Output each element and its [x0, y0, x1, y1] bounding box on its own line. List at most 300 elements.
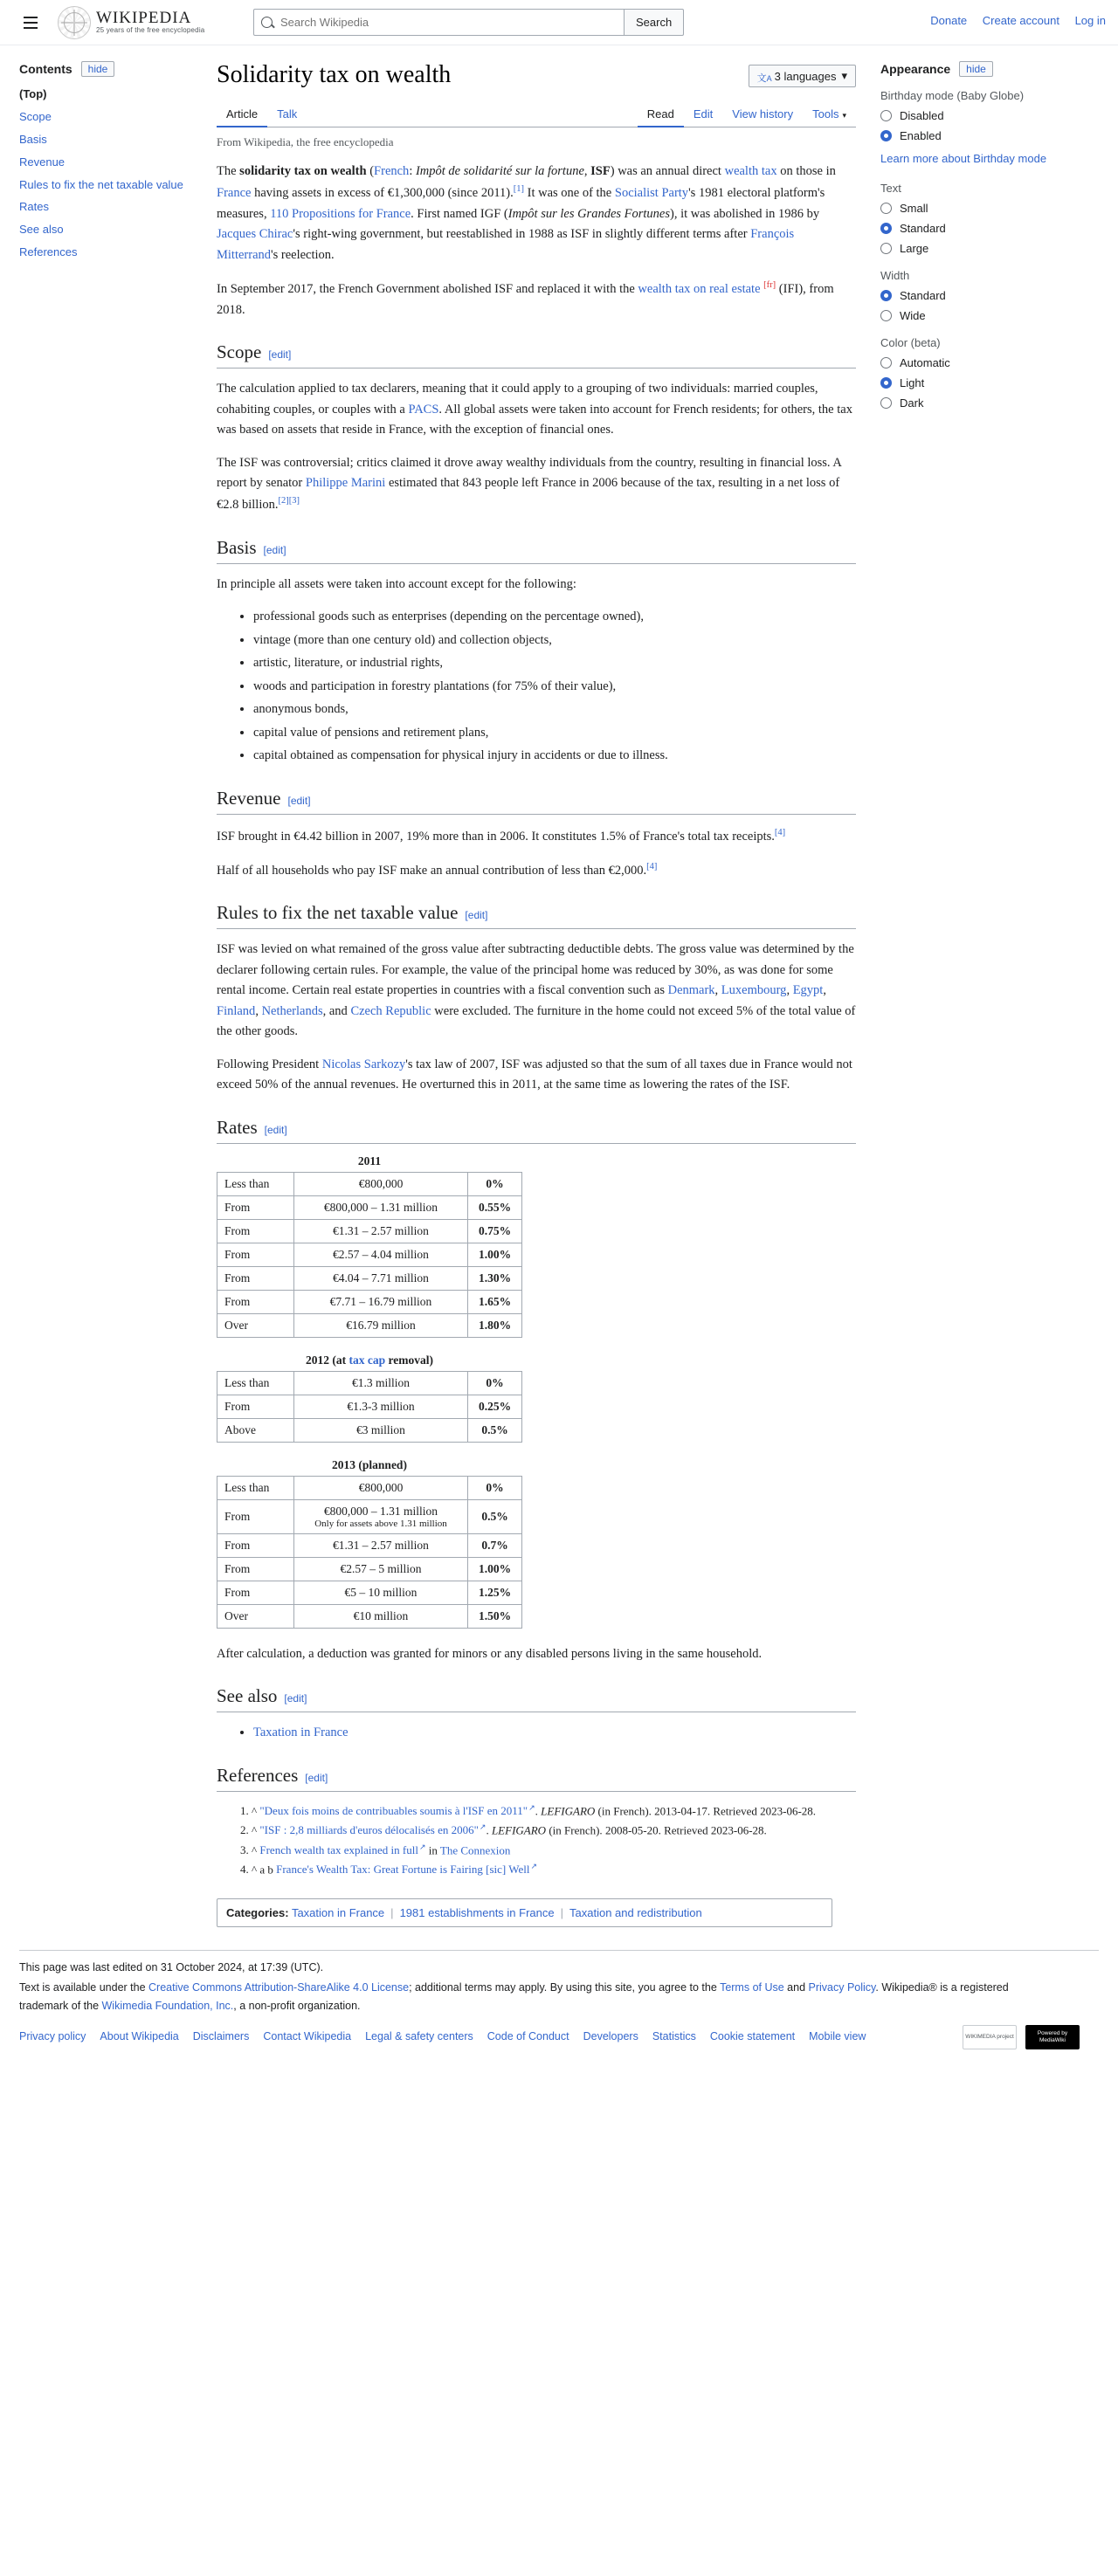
rates-table-2013-caption: 2013 (planned) [332, 1457, 407, 1471]
rates-table-2011 [217, 1172, 522, 1338]
option-color-light[interactable] [880, 376, 1078, 389]
rates-table-2012-caption [217, 1353, 522, 1367]
cell-bound: From [217, 1557, 294, 1581]
text: The calculation applied to tax declarers, meaning that it could apply to a grouping of two individuals: married couples, cohabiting couples, or couples with a [217, 382, 818, 417]
legal-text: and [783, 1980, 809, 1994]
link-nicolas-sarkozy[interactable]: Nicolas Sarkozy [321, 1057, 406, 1071]
rates-table-2011-wrap [217, 1154, 856, 1338]
link-taxation-in-france[interactable]: Taxation in France [253, 1725, 349, 1740]
lead-paragraph-1 [217, 162, 856, 265]
table-row [217, 1533, 522, 1557]
wikimedia-foundation-link[interactable]: Wikimedia Foundation, Inc. [101, 1999, 234, 2012]
cell-range: €1.31 – 2.57 million [294, 1533, 468, 1557]
revenue-paragraph-1 [217, 825, 856, 847]
footer-badges [963, 2025, 1080, 2049]
link-philippe-marini[interactable]: Philippe Marini [305, 475, 386, 490]
appearance-hide-button[interactable]: hide [959, 61, 993, 77]
text: ISF was levied on what remained of the gross value after subtracting deductible debts. The gross value was determined by the declarer following certain rules. For example, the value of the principal home was reduced by 30%, as was done for some rental income. Certain real estate properties in countries with a fiscal convention such as [217, 942, 854, 998]
cell-range: €16.79 million [294, 1313, 468, 1337]
ref-retrieved: Retrieved 2023-06-28. [710, 1803, 817, 1817]
categories-label-text: Categories [226, 1905, 286, 1919]
list-item: • vintage (more than one century old) and collection objects, [253, 630, 856, 651]
edit-section-see-also[interactable]: [edit] [284, 1692, 307, 1705]
categories-label: Categories: [226, 1905, 289, 1919]
category-link-taxation-redistribution[interactable]: Taxation and redistribution [569, 1905, 702, 1919]
caption-text: 2012 (at [306, 1353, 349, 1367]
list-item: • anonymous bonds, [253, 699, 856, 720]
create-account-link[interactable]: Create account [982, 14, 1059, 27]
footer-links [19, 2028, 1099, 2046]
legal-text: ; additional terms may apply. By using this site, you agree to the [409, 1980, 721, 1994]
ref-link-fr[interactable]: [fr] [763, 280, 776, 291]
radio-icon[interactable] [880, 357, 892, 368]
cell-rate: 0.5% [468, 1499, 522, 1533]
caption-text: removal) [385, 1353, 433, 1367]
option-label: Wide [900, 308, 926, 322]
section-heading-references [217, 1765, 856, 1792]
cell-rate: 0% [468, 1172, 522, 1195]
heading-text: Rules to fix the net taxable value [217, 902, 459, 924]
lead-bold-isf: ISF [590, 164, 611, 178]
edit-link[interactable]: edit [286, 1692, 305, 1705]
cell-range: €800,000 [294, 1476, 468, 1499]
footer-link-mobile-view[interactable]: Mobile view [809, 2030, 866, 2043]
lead-text: : [409, 164, 416, 178]
ref-backlink[interactable]: ^ [252, 1803, 258, 1817]
toc-item-top[interactable]: (Top) [19, 87, 47, 100]
option-label: Enabled [900, 129, 942, 142]
appearance-title: Appearance [880, 62, 951, 76]
link-finland[interactable]: Finland [217, 1003, 256, 1018]
text: Half of all households who pay ISF make an annual contribution of less than €2,000. [217, 863, 647, 878]
edit-section-rates[interactable]: [edit] [264, 1123, 287, 1136]
radio-icon-selected[interactable] [880, 223, 892, 234]
table-row [217, 1395, 522, 1418]
option-birthday-disabled[interactable] [880, 109, 1078, 122]
footer-link-statistics[interactable]: Statistics [652, 2030, 696, 2043]
toc-item-basis[interactable] [19, 133, 189, 148]
option-label: Automatic [900, 355, 950, 369]
text: . All global assets were taken into account for French residents; for others, the tax was based on assets that reside in France, with the exception of financial ones. [217, 402, 852, 437]
edit-section-rules[interactable]: [edit] [465, 909, 488, 922]
lead-bold-title: solidarity tax on wealth [239, 164, 367, 178]
radio-icon-selected[interactable] [880, 130, 892, 141]
toc-link-revenue[interactable]: Revenue [19, 155, 66, 169]
text: , and [322, 1003, 351, 1018]
contents-title: Contents [19, 62, 72, 76]
edit-link[interactable]: edit [307, 1771, 325, 1784]
wikipedia-tagline: 25 years of the free encyclopedia [96, 26, 205, 35]
table-row [217, 1266, 522, 1290]
edit-section-references[interactable]: [edit] [305, 1771, 328, 1784]
table-row [217, 1290, 522, 1313]
language-icon: 文A [756, 73, 772, 84]
cell-rate: 0% [468, 1476, 522, 1499]
ref-marker-4[interactable] [775, 828, 785, 837]
option-width-standard[interactable] [880, 289, 1078, 302]
option-label: Light [900, 375, 925, 389]
option-text-small[interactable] [880, 202, 1078, 215]
group-label: Text [880, 181, 901, 195]
toc-list [19, 87, 189, 260]
rates-table-2012 [217, 1371, 522, 1443]
ref-marker-fr[interactable] [763, 280, 776, 290]
license-link[interactable]: Creative Commons Attribution-ShareAlike 4.0 License [148, 1980, 410, 1994]
heading-text: Basis [217, 536, 257, 558]
list-item: • capital value of pensions and retirement plans, [253, 723, 856, 743]
option-label: Large [900, 241, 929, 255]
link-luxembourg[interactable]: Luxembourg [721, 983, 787, 998]
cell-rate: 1.80% [468, 1313, 522, 1337]
toc-item-revenue[interactable] [19, 155, 189, 170]
cell-bound: From [217, 1243, 294, 1266]
cell-rate: 1.00% [468, 1243, 522, 1266]
ref-title-link[interactable]: "ISF : 2,8 milliards d'euros délocalisés en 2006" ↗ [259, 1823, 486, 1836]
edit-section-scope[interactable]: [edit] [268, 348, 292, 362]
footer-link-developers[interactable]: Developers [583, 2030, 638, 2043]
tab-view-history[interactable]: View history [732, 107, 794, 121]
radio-icon-selected[interactable] [880, 377, 892, 389]
link-francois-mitterrand[interactable]: François Mitterrand [217, 227, 795, 262]
toc-link-references[interactable]: References [19, 245, 78, 259]
cell-rate: 0.55% [468, 1195, 522, 1219]
ref-publisher: LEFIGARO [491, 1823, 547, 1837]
ref-backlink[interactable]: ^ [252, 1823, 258, 1837]
categories-box [217, 1898, 832, 1927]
basis-exclusions-list [217, 607, 856, 766]
table-row [217, 1219, 522, 1243]
radio-icon[interactable] [880, 203, 892, 214]
scope-paragraph-1 [217, 379, 856, 440]
ref-link-1[interactable]: [1] [513, 184, 524, 195]
legal-text: , a non-profit organization. [233, 1999, 361, 2012]
wikipedia-wordmark: WIKIPEDIA [96, 9, 192, 28]
terms-of-use-link[interactable]: Terms of Use [720, 1980, 784, 1994]
ref-backlink[interactable]: ^ a b [252, 1863, 273, 1877]
last-edited-line: This page was last edited on 31 October 2024, at 17:39 (UTC). [19, 1950, 1099, 1973]
ref-publisher: LEFIGARO [541, 1803, 596, 1817]
link-czech-republic[interactable]: Czech Republic [350, 1003, 431, 1018]
tab-read[interactable]: Read [638, 101, 684, 127]
toc-link-scope[interactable]: Scope [19, 109, 52, 123]
radio-icon[interactable] [880, 243, 892, 254]
link-french[interactable]: French [374, 164, 410, 178]
appearance-panel [873, 45, 1092, 424]
text: The ISF was controversial; critics claimed it drove away wealthy individuals from the country, resulting in financial loss. A report by senator [217, 455, 842, 490]
heading-text: See also [217, 1685, 278, 1707]
option-color-automatic[interactable] [880, 356, 1078, 369]
footer-link-about-wikipedia[interactable]: About Wikipedia [100, 2030, 179, 2043]
tools-label: Tools [812, 107, 839, 121]
table-row [217, 1557, 522, 1581]
wikipedia-globe-icon [58, 6, 91, 39]
link-denmark[interactable]: Denmark [667, 983, 715, 998]
birthday-mode-learn-more-link[interactable]: Learn more about Birthday mode [880, 152, 1047, 165]
heading-text: Rates [217, 1116, 258, 1138]
link-france[interactable]: France [217, 186, 252, 201]
search-button[interactable]: Search [625, 9, 684, 36]
header-user-links [918, 14, 1106, 27]
cell-range: €2.57 – 5 million [294, 1557, 468, 1581]
group-label: Birthday mode (Baby Globe) [880, 89, 1025, 102]
table-row [217, 1581, 522, 1604]
toc-item-rules[interactable] [19, 178, 189, 193]
link-netherlands[interactable]: Netherlands [261, 1003, 323, 1018]
lead-text: , [583, 164, 591, 178]
rules-paragraph-1 [217, 940, 856, 1042]
lead-italic-igf-name: Impôt sur les Grandes Fortunes [507, 206, 671, 221]
ref-language: (in French). [595, 1803, 655, 1817]
ref-link-2-3[interactable]: [2][3] [278, 496, 300, 506]
edit-link[interactable]: edit [266, 543, 284, 556]
text: estimated that 843 people left France in 2006 because of the tax, resulting in a net loss of €2.8 billion. [217, 475, 840, 513]
table-row [217, 1476, 522, 1499]
table-row [217, 1499, 522, 1533]
option-label: Standard [900, 221, 946, 235]
text: , [823, 983, 826, 998]
reference-item [252, 1842, 856, 1859]
appearance-group-birthday-mode [880, 89, 1078, 168]
table-row [217, 1371, 522, 1395]
toc-item-scope[interactable] [19, 110, 189, 125]
cell-range: €2.57 – 4.04 million [294, 1243, 468, 1266]
footer-link-privacy-policy[interactable]: Privacy policy [19, 2030, 86, 2043]
ref-link-4b[interactable]: [4] [646, 861, 658, 871]
cell-bound: From [217, 1533, 294, 1557]
list-item: • woods and participation in forestry plantations (for 75% of their value), [253, 677, 856, 697]
link-wealth-tax[interactable]: wealth tax [724, 164, 777, 178]
cell-range: €4.04 – 7.71 million [294, 1266, 468, 1290]
rules-paragraph-2 [217, 1055, 856, 1096]
cell-bound: From [217, 1395, 294, 1418]
toc-link-rules[interactable]: Rules to fix the net taxable value [19, 177, 183, 191]
cell-rate: 1.50% [468, 1604, 522, 1628]
radio-icon[interactable] [880, 397, 892, 409]
main-menu-button[interactable] [16, 8, 45, 38]
ref-language: (in French). [546, 1823, 605, 1837]
list-item: • artistic, literature, or industrial rights, [253, 653, 856, 673]
scope-paragraph-2 [217, 453, 856, 516]
toc-item-see-also[interactable] [19, 223, 189, 238]
cell-range: €5 – 10 million [294, 1581, 468, 1604]
ref-marker-1[interactable] [514, 184, 524, 194]
menu-bar-1 [24, 17, 38, 18]
edit-link[interactable]: edit [271, 348, 289, 362]
cell-bound: Above [217, 1418, 294, 1442]
section-heading-rules [217, 902, 856, 929]
see-also-list [217, 1723, 856, 1743]
ref-title-link[interactable]: France's Wealth Tax: Great Fortune is Fairing [sic] Well ↗ [276, 1863, 537, 1876]
category-link-1981-establishments[interactable]: 1981 establishments in France [399, 1905, 555, 1919]
edit-link[interactable]: edit [467, 909, 486, 922]
toc-item-rates[interactable] [19, 200, 189, 215]
cell-range: €7.71 – 16.79 million [294, 1290, 468, 1313]
tab-talk[interactable]: Talk [277, 107, 298, 121]
table-row [217, 1604, 522, 1628]
heading-text: Scope [217, 341, 262, 363]
option-color-dark[interactable] [880, 396, 1078, 410]
cell-bound: Over [217, 1313, 294, 1337]
lead-text: on those in [776, 164, 836, 178]
section-heading-basis [217, 537, 856, 564]
toc-link-see-also[interactable]: See also [19, 223, 64, 237]
toc-item-references[interactable] [19, 245, 189, 260]
donate-link[interactable]: Donate [930, 14, 968, 27]
footer-link-code-of-conduct[interactable]: Code of Conduct [487, 2030, 569, 2043]
ref-date: 2013-04-17. [654, 1803, 711, 1817]
appearance-group-width [880, 269, 1078, 322]
footer-legal-text [19, 1979, 1050, 2016]
category-link-taxation-in-france[interactable]: Taxation in France [291, 1905, 385, 1919]
text: Following President [217, 1057, 322, 1071]
list-item: • capital obtained as compensation for physical injury in accidents or due to illness. [253, 746, 856, 766]
link-jacques-chirac[interactable]: Jacques Chirac [217, 227, 293, 242]
option-text-standard[interactable] [880, 222, 1078, 235]
cell-range: €1.3 million [294, 1371, 468, 1395]
option-label: Small [900, 201, 928, 215]
text: ISF brought in €4.42 billion in 2007, 19% more than in 2006. It constitutes 1.5% of France's total tax receipts. [217, 829, 775, 844]
option-width-wide[interactable] [880, 309, 1078, 322]
toc-link-rates[interactable]: Rates [19, 200, 49, 214]
search-box[interactable] [253, 9, 625, 36]
rates-table-2013 [217, 1476, 522, 1629]
chevron-down-icon: ▾ [842, 111, 846, 120]
page-layout [0, 45, 1118, 1927]
legal-text: Text is available under the [19, 1980, 149, 1994]
basis-intro: In principle all assets were taken into account except for the following: [217, 576, 576, 591]
edit-link[interactable]: edit [290, 794, 308, 807]
category-separator: | [560, 1905, 563, 1919]
ref-marker-4b[interactable] [646, 862, 657, 871]
cell-range: €800,000 [294, 1172, 468, 1195]
footer-link-disclaimers[interactable]: Disclaimers [192, 2030, 250, 2043]
text: 's tax law of 2007, ISF was adjusted so that the sum of all taxes due in France would not exceed 50% of the annual revenues. He overturned this in 2011, at the same time as lowering the rates of the ISF. [217, 1057, 852, 1092]
search-input[interactable] [279, 15, 617, 30]
option-text-large[interactable] [880, 242, 1078, 255]
references-list [217, 1802, 856, 1879]
section-heading-see-also [217, 1685, 856, 1712]
ref-publisher-link[interactable]: The Connexion [439, 1842, 511, 1856]
link-socialist-party[interactable]: Socialist Party [614, 186, 689, 201]
cell-range-note: Only for assets above 1.31 million [314, 1518, 447, 1529]
appearance-group-color [880, 336, 1078, 410]
lead-text: 's reelection. [271, 247, 335, 262]
wikipedia-logo-link[interactable] [58, 6, 204, 39]
link-tax-cap[interactable]: tax cap [349, 1353, 386, 1367]
rates-table-2011-caption: 2011 [357, 1154, 382, 1167]
search-area [253, 9, 684, 36]
section-heading-scope [217, 341, 856, 368]
toc-hide-button[interactable]: hide [81, 61, 115, 77]
footer-link-legal-safety[interactable]: Legal & safety centers [365, 2030, 473, 2043]
category-separator: | [390, 1905, 394, 1919]
cell-range: €800,000 – 1.31 million [294, 1195, 468, 1219]
table-of-contents [0, 45, 201, 268]
edit-section-basis[interactable]: [edit] [263, 543, 286, 556]
heading-text: Revenue [217, 787, 281, 809]
table-row [217, 1313, 522, 1337]
group-label: Width [880, 268, 910, 282]
link-wealth-tax-real-estate[interactable]: wealth tax on real estate [638, 282, 761, 297]
cell-rate: 1.25% [468, 1581, 522, 1604]
list-item [253, 1723, 856, 1743]
cell-bound: Less than [217, 1476, 294, 1499]
option-birthday-enabled[interactable] [880, 129, 1078, 142]
radio-icon[interactable] [880, 110, 892, 121]
toc-link-basis[interactable]: Basis [19, 132, 47, 146]
page-title: Solidarity tax on wealth [217, 61, 452, 88]
lead-text: 's right-wing government, but reestablished in 1988 as ISF in slightly different terms after [293, 227, 751, 242]
table-row [217, 1195, 522, 1219]
table-row [217, 1418, 522, 1442]
footer-link-contact-wikipedia[interactable]: Contact Wikipedia [263, 2030, 352, 2043]
tab-article[interactable]: Article [217, 101, 267, 127]
edit-link[interactable]: edit [267, 1123, 285, 1136]
ref-title-link[interactable]: French wealth tax explained in full ↗ [259, 1843, 425, 1856]
cell-range: €10 million [294, 1604, 468, 1628]
article-content [201, 45, 873, 1927]
lead-italic-french-name: Impôt de solidarité sur la fortune [415, 164, 584, 178]
ref-marker-2-3[interactable] [279, 496, 300, 506]
radio-icon-selected[interactable] [880, 290, 892, 301]
site-footer [0, 1973, 1118, 2068]
chevron-down-icon: ▾ [841, 69, 847, 82]
cell-rate: 1.65% [468, 1290, 522, 1313]
language-count-label: 3 languages [774, 69, 837, 83]
privacy-policy-link[interactable]: Privacy Policy [808, 1980, 876, 1994]
cell-bound: Less than [217, 1371, 294, 1395]
lead-text: ), it was abolished in 1986 by [670, 206, 820, 221]
link-110-propositions[interactable]: 110 Propositions for France [270, 206, 411, 221]
lead-text: having assets in excess of €1,300,000 (since 2011). [251, 186, 514, 201]
option-label: Dark [900, 396, 924, 410]
cell-rate: 1.00% [468, 1557, 522, 1581]
tab-tools[interactable] [803, 101, 856, 127]
cell-rate: 0.5% [468, 1418, 522, 1442]
radio-icon[interactable] [880, 310, 892, 321]
group-label: Color (beta) [880, 335, 941, 349]
option-label: Disabled [900, 109, 944, 122]
language-selector-button[interactable] [749, 65, 856, 87]
log-in-link[interactable]: Log in [1074, 14, 1106, 27]
tab-edit[interactable]: Edit [693, 107, 714, 121]
link-pacs[interactable]: PACS [408, 402, 439, 417]
wikimedia-foundation-badge[interactable]: WIKIMEDIA project [963, 2025, 1017, 2049]
lead-text: ( [366, 164, 375, 178]
reference-item [252, 1861, 856, 1878]
edit-section-revenue[interactable]: [edit] [287, 794, 311, 807]
powered-by-mediawiki-badge[interactable]: Powered by MediaWiki [1025, 2025, 1080, 2049]
link-egypt[interactable]: Egypt [792, 983, 824, 998]
cell-rate: 0.7% [468, 1533, 522, 1557]
section-heading-rates [217, 1117, 856, 1144]
ref-retrieved: Retrieved 2023-06-28. [660, 1823, 767, 1837]
search-icon [261, 17, 273, 28]
cell-bound: From [217, 1266, 294, 1290]
cell-rate: 0.25% [468, 1395, 522, 1418]
cell-range-main: €800,000 – 1.31 million [323, 1504, 438, 1518]
ref-link-4[interactable]: [4] [774, 827, 786, 837]
footer-link-cookie-statement[interactable]: Cookie statement [709, 2030, 796, 2043]
lead-paragraph-2 [217, 278, 856, 320]
lead-text: It was one of the [523, 186, 615, 201]
lead-text: . First named IGF ( [411, 206, 508, 221]
lead-text: (IFI), from 2018. [217, 282, 834, 317]
revenue-paragraph-2 [217, 859, 856, 881]
ref-title-link[interactable]: "Deux fois moins de contribuables soumis à l'ISF en 2011" ↗ [259, 1804, 535, 1817]
site-header [0, 0, 1118, 45]
ref-backlink[interactable]: ^ [252, 1842, 258, 1856]
